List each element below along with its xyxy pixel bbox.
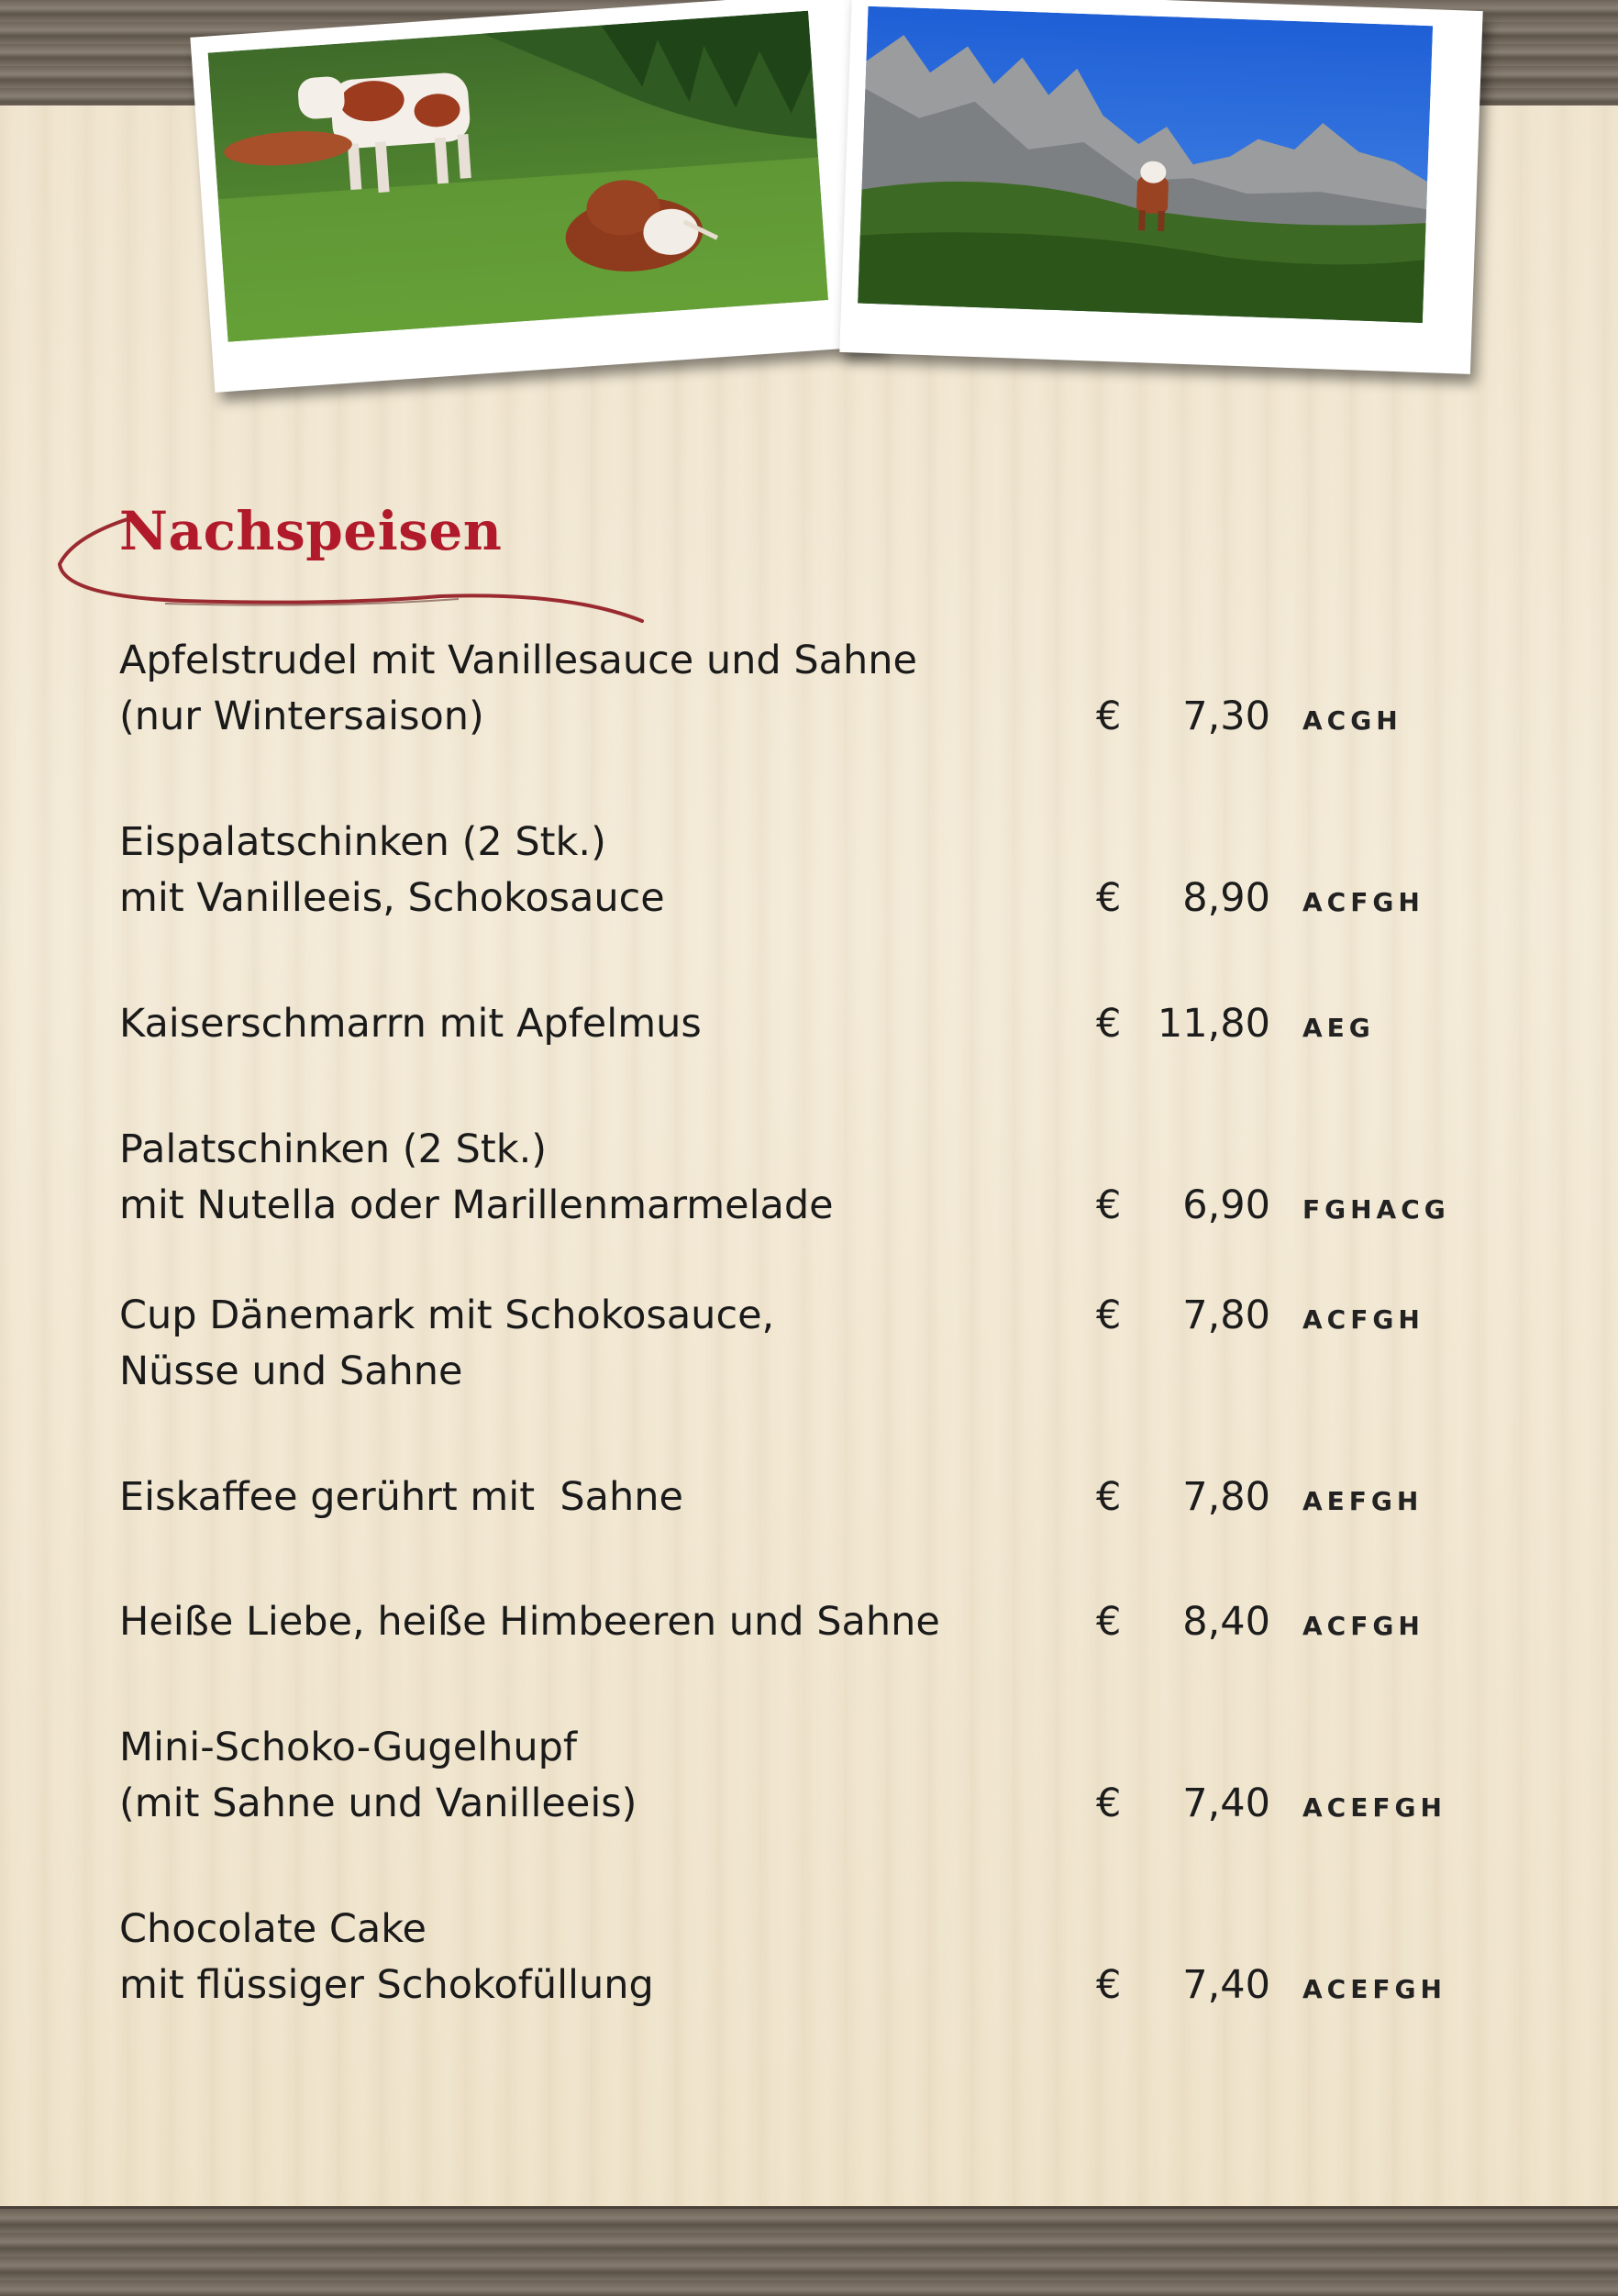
price-row [119, 689, 1495, 745]
item-price: 11,80 [1157, 1001, 1270, 1047]
price-row [119, 1776, 1495, 1832]
allergen-codes: ACFGH [1302, 887, 1424, 917]
item-price: 7,40 [1182, 1962, 1270, 2008]
euro-sign: € [1096, 1292, 1122, 1338]
item-line2: (nur Wintersaison) [119, 693, 484, 739]
price-row [119, 1958, 1495, 2013]
allergen-codes: AEFGH [1302, 1486, 1424, 1516]
item-price: 6,90 [1182, 1182, 1270, 1228]
item-line1: Eispalatschinken (2 Stk.) [119, 819, 606, 865]
item-line2: mit Nutella oder Marillenmarmelade [119, 1182, 834, 1228]
item-price: 7,40 [1182, 1780, 1270, 1826]
section-heading [55, 500, 651, 619]
allergen-codes: FGHACG [1302, 1194, 1450, 1225]
photo-cows-meadow [190, 0, 881, 393]
item-line1: Chocolate Cake [119, 1906, 427, 1952]
item-line1: Cup Dänemark mit Schokosauce, [119, 1292, 775, 1338]
allergen-codes: ACFGH [1302, 1304, 1424, 1335]
item-line1: Mini-Schoko-Gugelhupf [119, 1725, 578, 1770]
item-price: 7,80 [1182, 1292, 1270, 1338]
item-price: 7,80 [1182, 1474, 1270, 1520]
price-row [119, 1594, 1495, 1650]
euro-sign: € [1096, 1001, 1122, 1047]
item-line1: Heiße Liebe, heiße Himbeeren und Sahne [119, 1599, 940, 1645]
allergen-codes: ACFGH [1302, 1611, 1424, 1641]
euro-sign: € [1096, 1599, 1122, 1645]
price-row [119, 1288, 1495, 1344]
price-row [119, 1178, 1495, 1234]
item-line1: Kaiserschmarrn mit Apfelmus [119, 1001, 702, 1047]
photo-mountain-cow [839, 0, 1482, 374]
allergen-codes: ACGH [1302, 705, 1402, 736]
allergen-codes: ACEFGH [1302, 1792, 1446, 1823]
allergen-codes: ACEFGH [1302, 1974, 1446, 2004]
mountain-cow-image [858, 6, 1433, 323]
item-line2: mit flüssiger Schokofüllung [119, 1962, 654, 2008]
item-line1: Apfelstrudel mit Vanillesauce und Sahne [119, 638, 917, 683]
item-line1: Eiskaffee gerührt mit Sahne [119, 1474, 683, 1520]
allergen-codes: AEG [1302, 1013, 1375, 1043]
price-row [119, 871, 1495, 926]
euro-sign: € [1096, 693, 1122, 739]
price-row [119, 996, 1495, 1052]
price-row [119, 1470, 1495, 1525]
euro-sign: € [1096, 1780, 1122, 1826]
item-line1: Palatschinken (2 Stk.) [119, 1126, 548, 1172]
item-line2: Nüsse und Sahne [119, 1348, 463, 1394]
item-line2: (mit Sahne und Vanilleeis) [119, 1780, 637, 1826]
page-title: Nachspeisen [119, 500, 503, 562]
item-price: 8,90 [1182, 875, 1270, 921]
cows-meadow-image [208, 11, 828, 342]
item-line2: mit Vanilleeis, Schokosauce [119, 875, 665, 921]
item-price: 8,40 [1182, 1599, 1270, 1645]
euro-sign: € [1096, 1962, 1122, 2008]
wood-border-bottom [0, 2206, 1618, 2296]
euro-sign: € [1096, 1182, 1122, 1228]
euro-sign: € [1096, 875, 1122, 921]
item-price: 7,30 [1182, 693, 1270, 739]
euro-sign: € [1096, 1474, 1122, 1520]
